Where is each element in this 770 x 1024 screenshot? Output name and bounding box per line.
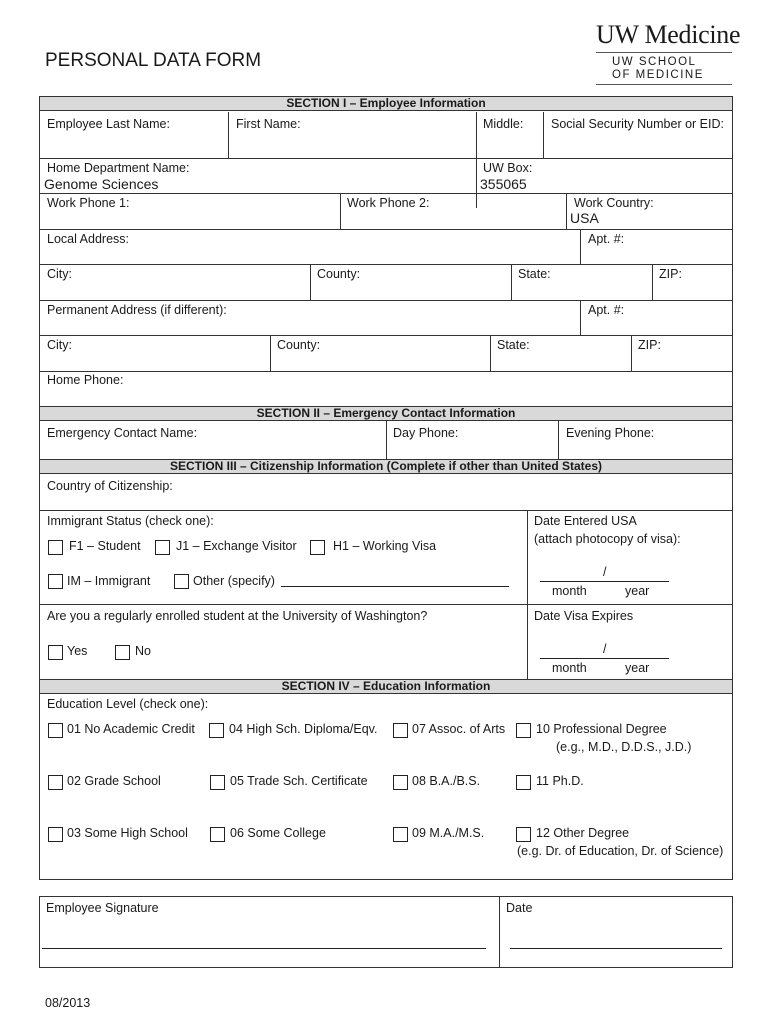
- edu-10-note: (e.g., M.D., D.D.S., J.D.): [556, 740, 692, 754]
- yes-checkbox[interactable]: [48, 645, 63, 660]
- date-entered-field[interactable]: [540, 581, 669, 582]
- no-checkbox[interactable]: [115, 645, 130, 660]
- edu-12-note: (e.g. Dr. of Education, Dr. of Science): [517, 844, 724, 858]
- edu-10-label: 10 Professional Degree: [536, 722, 667, 736]
- divider: [580, 300, 581, 335]
- logo-divider-bottom: [596, 84, 732, 85]
- divider: [527, 510, 528, 680]
- work-phone-2-label: Work Phone 2:: [347, 196, 430, 210]
- city-label: City:: [47, 267, 72, 281]
- h1-working-visa-label: H1 – Working Visa: [333, 539, 437, 553]
- yes-label: Yes: [67, 644, 88, 658]
- divider: [558, 421, 559, 459]
- divider: [499, 897, 500, 967]
- other-specify-checkbox[interactable]: [174, 574, 189, 589]
- edu-02-checkbox[interactable]: [48, 775, 63, 790]
- employee-signature-label: Employee Signature: [46, 901, 159, 915]
- work-country-label: Work Country:: [574, 196, 654, 210]
- employee-signature-field[interactable]: [42, 948, 486, 949]
- row-divider: [40, 335, 732, 336]
- section-4-heading: SECTION IV – Education Information: [40, 679, 732, 694]
- revision-date: 08/2013: [45, 996, 91, 1010]
- divider: [490, 335, 491, 371]
- edu-02-label: 02 Grade School: [67, 774, 161, 788]
- uw-medicine-logo: UW Medicine: [596, 20, 741, 49]
- no-label: No: [135, 644, 151, 658]
- section-3-heading: SECTION III – Citizenship Information (Complete if other than United States): [40, 459, 732, 474]
- edu-10-checkbox[interactable]: [516, 723, 531, 738]
- divider: [580, 229, 581, 265]
- section-1-heading: SECTION I – Employee Information: [40, 97, 732, 111]
- city-label: City:: [47, 338, 72, 352]
- j1-exchange-label: J1 – Exchange Visitor: [176, 539, 297, 553]
- other-specify-label: Other (specify): [193, 574, 275, 588]
- enrolled-student-question: Are you a regularly enrolled student at the University of Washington?: [47, 609, 428, 623]
- divider: [543, 112, 544, 159]
- edu-03-label: 03 Some High School: [67, 826, 188, 840]
- edu-12-checkbox[interactable]: [516, 827, 531, 842]
- divider: [566, 193, 567, 229]
- edu-05-checkbox[interactable]: [210, 775, 225, 790]
- im-immigrant-label: IM – Immigrant: [67, 574, 151, 588]
- row-divider: [40, 510, 732, 511]
- home-phone-label: Home Phone:: [47, 373, 124, 387]
- row-divider: [40, 229, 732, 230]
- row-divider: [40, 371, 732, 372]
- zip-label: ZIP:: [659, 267, 682, 281]
- first-name-label: First Name:: [236, 117, 301, 131]
- edu-01-checkbox[interactable]: [48, 723, 63, 738]
- work-country-field[interactable]: USA: [570, 210, 599, 226]
- divider: [631, 335, 632, 371]
- f1-student-checkbox[interactable]: [48, 540, 63, 555]
- uw-box-label: UW Box:: [483, 161, 533, 175]
- logo-sub-line-1: UW SCHOOL: [612, 56, 697, 68]
- middle-name-label: Middle:: [483, 117, 524, 131]
- edu-06-label: 06 Some College: [230, 826, 326, 840]
- section-2-heading: SECTION II – Emergency Contact Information: [40, 406, 732, 421]
- row-divider: [40, 604, 732, 605]
- personal-data-form: [39, 96, 733, 880]
- month-label: month: [552, 661, 587, 675]
- divider: [340, 193, 341, 229]
- edu-04-label: 04 High Sch. Diploma/Eqv.: [229, 722, 378, 736]
- ssn-label: Social Security Number or EID:: [551, 117, 724, 131]
- education-level-label: Education Level (check one):: [47, 697, 209, 711]
- edu-08-checkbox[interactable]: [393, 775, 408, 790]
- edu-01-label: 01 No Academic Credit: [67, 722, 195, 736]
- date-slash: /: [603, 565, 607, 579]
- apt-number-label: Apt. #:: [588, 303, 625, 317]
- divider: [386, 421, 387, 459]
- signature-date-field[interactable]: [510, 948, 722, 949]
- work-phone-1-label: Work Phone 1:: [47, 196, 130, 210]
- date-entered-usa-label: Date Entered USA: [534, 514, 637, 528]
- row-divider: [40, 300, 732, 301]
- row-divider: [40, 264, 732, 265]
- uw-school-of-medicine-logo: [612, 56, 704, 82]
- local-address-label: Local Address:: [47, 232, 129, 246]
- row-divider: [40, 158, 732, 159]
- day-phone-label: Day Phone:: [393, 426, 459, 440]
- date-slash: /: [603, 642, 607, 656]
- county-label: County:: [317, 267, 361, 281]
- state-label: State:: [497, 338, 530, 352]
- edu-08-label: 08 B.A./B.S.: [412, 774, 481, 788]
- divider: [270, 335, 271, 371]
- home-department-label: Home Department Name:: [47, 161, 190, 175]
- divider: [511, 264, 512, 300]
- year-label: year: [625, 584, 650, 598]
- f1-student-label: F1 – Student: [69, 539, 141, 553]
- edu-09-checkbox[interactable]: [393, 827, 408, 842]
- logo-divider: [596, 52, 732, 53]
- permanent-address-label: Permanent Address (if different):: [47, 303, 227, 317]
- signature-date-label: Date: [506, 901, 533, 915]
- year-label: year: [625, 661, 650, 675]
- signature-box: [39, 896, 733, 968]
- home-department-field[interactable]: Genome Sciences: [44, 176, 159, 192]
- edu-06-checkbox[interactable]: [210, 827, 225, 842]
- date-visa-expires-label: Date Visa Expires: [534, 609, 634, 623]
- edu-03-checkbox[interactable]: [48, 827, 63, 842]
- edu-07-checkbox[interactable]: [393, 723, 408, 738]
- divider: [228, 112, 229, 159]
- edu-04-checkbox[interactable]: [209, 723, 224, 738]
- apt-number-label: Apt. #:: [588, 232, 625, 246]
- country-of-citizenship-label: Country of Citizenship:: [47, 479, 173, 493]
- state-label: State:: [518, 267, 551, 281]
- uw-box-field[interactable]: 355065: [480, 176, 527, 192]
- edu-11-checkbox[interactable]: [516, 775, 531, 790]
- attach-visa-note: (attach photocopy of visa):: [534, 532, 681, 546]
- visa-expires-field[interactable]: [540, 658, 669, 659]
- edu-07-label: 07 Assoc. of Arts: [412, 722, 506, 736]
- page-title: PERSONAL DATA FORM: [45, 50, 262, 71]
- logo-sub-line-2: OF MEDICINE: [612, 69, 704, 81]
- zip-label: ZIP:: [638, 338, 661, 352]
- employee-last-name-label: Employee Last Name:: [47, 117, 170, 131]
- edu-09-label: 09 M.A./M.S.: [412, 826, 485, 840]
- month-label: month: [552, 584, 587, 598]
- divider: [652, 264, 653, 300]
- edu-05-label: 05 Trade Sch. Certificate: [230, 774, 368, 788]
- county-label: County:: [277, 338, 321, 352]
- immigrant-status-label: Immigrant Status (check one):: [47, 514, 214, 528]
- j1-exchange-checkbox[interactable]: [155, 540, 170, 555]
- row-divider: [40, 193, 732, 194]
- edu-11-label: 11 Ph.D.: [536, 774, 584, 788]
- im-immigrant-checkbox[interactable]: [48, 574, 63, 589]
- evening-phone-label: Evening Phone:: [566, 426, 655, 440]
- emergency-contact-name-label: Emergency Contact Name:: [47, 426, 198, 440]
- edu-12-label: 12 Other Degree: [536, 826, 630, 840]
- other-specify-field[interactable]: [281, 586, 509, 587]
- divider: [310, 264, 311, 300]
- h1-working-visa-checkbox[interactable]: [310, 540, 325, 555]
